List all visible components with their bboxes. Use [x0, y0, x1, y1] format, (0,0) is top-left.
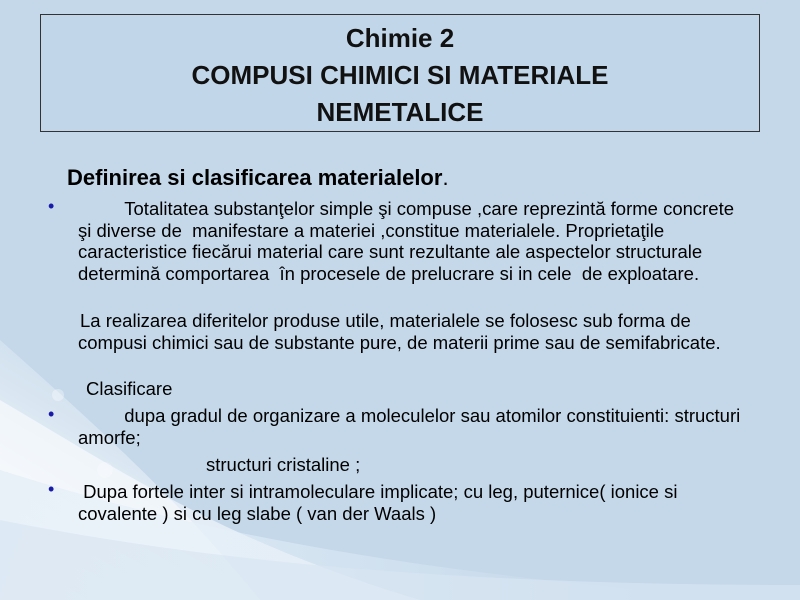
slide-title-line-2: COMPUSI CHIMICI SI MATERIALE	[191, 60, 609, 90]
section-heading-punct: .	[442, 165, 449, 190]
paragraph-crystalline: structuri cristaline ;	[206, 454, 361, 475]
paragraph-usage	[74, 310, 748, 353]
paragraph-usage-text: La realizarea diferitelor produse utile, materialele se folosesc sub forma de compusi chimici sau de substante pure, de materii prime sau de semifabricate.	[78, 310, 721, 353]
section-heading-text: Definirea si clasificarea materialelor	[67, 165, 443, 190]
bullet-icon: •	[48, 404, 55, 424]
paragraph-organization: dupa gradul de organizare a moleculelor sau atomilor constituienti: structuri amorfe;	[78, 405, 746, 448]
slide-title-line-1: Chimie 2	[345, 23, 455, 53]
bullet-icon: •	[48, 196, 55, 216]
slide-title-line-3: NEMETALICE	[316, 97, 484, 127]
paragraph-definition: Totalitatea substanţelor simple şi compuse ,care reprezintă forme concrete şi diverse de manifestare a materiei ,constitue materialele. Proprietaţile caracteristice fiecărui material care sunt rezultante ale aspectelor structurale determină comportarea în procesele de prelucrare si in cele de exploatare.	[78, 198, 740, 284]
section-heading	[67, 165, 449, 191]
paragraph-forces: Dupa fortele inter si intramoleculare implicate; cu leg, puternice( ionice si covalente ) si cu leg slabe ( van der Waals )	[78, 481, 683, 524]
paragraph-classification-label: Clasificare	[86, 378, 173, 399]
bullet-icon: •	[48, 479, 55, 499]
